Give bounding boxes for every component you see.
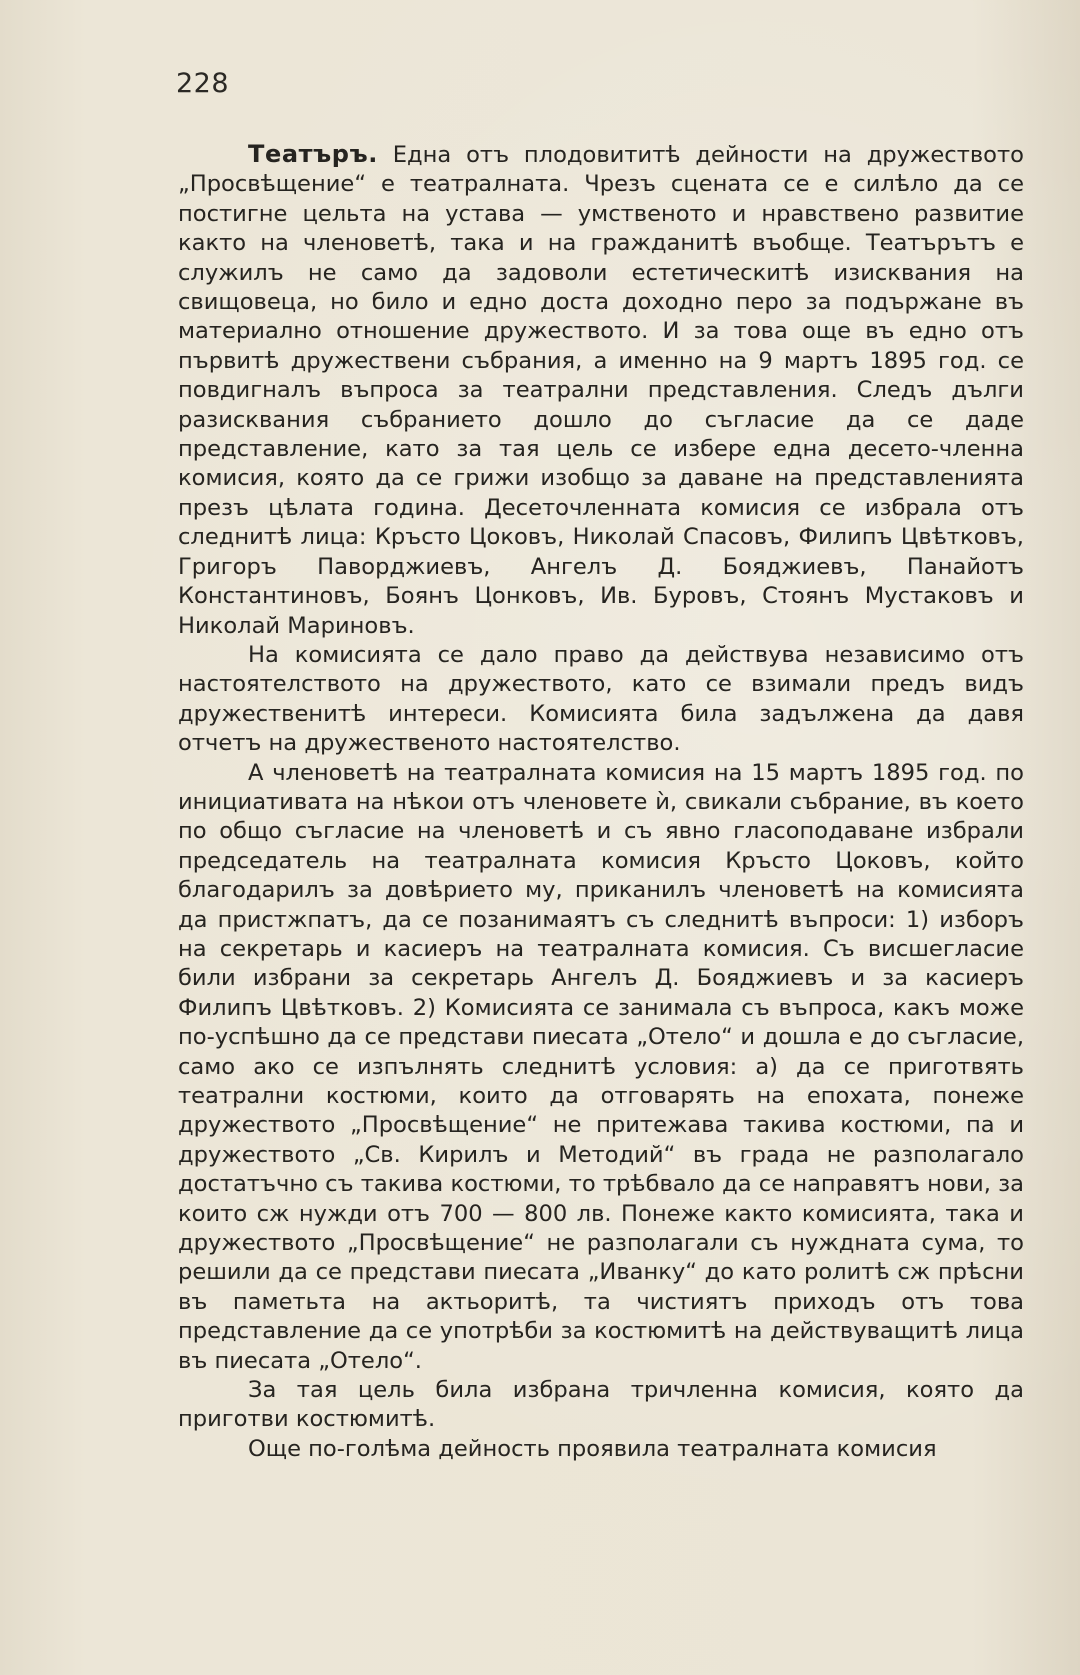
paragraph-1 [178,140,1024,641]
paragraph-2: На комисията се дало право да действува независимо отъ настоятелството на дружеството, като се взимали предъ видъ дружественитѣ интереси. Комисията била задължена да давя отчетъ на дружественото настоятелство. [178,641,1024,757]
section-heading: Театъръ. [248,140,378,168]
paragraph-4: За тая цель била избрана тричленна комисия, която да приготви костюмитѣ. [178,1377,1024,1433]
paragraph-3: А членоветѣ на театралната комисия на 15 мартъ 1895 год. по инициативата на нѣкои отъ членовете ѝ, свикали събрание, въ което по общо съгласие на членоветѣ и съ явно гласоподаване избрали председатель на театралната комисия Кръсто Цоковъ, който благодарилъ за довѣрието му, приканилъ членоветѣ на комисията да пристжпатъ, да се позанимаятъ съ следнитѣ въпроси: 1) изборъ на секретарь и касиеръ на театралната комисия. Съ висшегласие били избрани за секретарь Ангелъ Д. Бояджиевъ и за касиеръ Филипъ Цвѣтковъ. 2) Комисията се занимала съ въпроса, какъ може по-успѣшно да се представи пиесата „Отело“ и дошла е до съгласие, само ако се изпълнять следнитѣ условия: а) да се приготвять театрални костюми, които да отговарять на епохата, понеже дружеството „Просвѣщение“ не притежава такива костюми, па и дружеството „Св. Кирилъ и Методий“ въ града не разполагало достатъчно съ такива костюми, то трѣбвало да се направятъ нови, за които сж нужди отъ 700 — 800 лв. Понеже както комисията, така и дружеството „Просвѣщение“ не разполагали съ нуждната сума, то решили да се представи пиесата „Иванку“ до като ролитѣ сж прѣсни въ паметьта на актьоритѣ, та чистиятъ приходъ отъ това представление да се употрѣби за костюмитѣ на действуващитѣ лица въ пиесата „Отело“. [178,759,1024,1374]
article-body [178,140,1024,1464]
paragraph-5: Още по-голѣма дейность проявила театралната комисия [248,1435,937,1462]
paragraph-1-text: Една отъ плодовититѣ дейности на дружеството „Просвѣщение“ е театралната. Чрезъ сцената се е силѣло да се постигне цельта на устава — умственото и нравствено развитие както на членоветѣ, така и на гражданитѣ въобще. Театърътъ е служилъ не само да задоволи естетическитѣ изисквания на свищовеца, но било и едно доста доходно перо за подържане въ материално отношение дружеството. И за това още въ едно отъ първитѣ дружествени събрания, а именно на 9 мартъ 1895 год. се повдигналъ въпроса за театрални представления. Следъ дълги разисквания събранието дошло до съгласие да се даде представление, като за тая цель се избере една десето-членна комисия, която да се грижи изобщо за даване на представленията презъ цѣлата година. Десеточленната комисия се избрала отъ следнитѣ лица: Кръсто Цоковъ, Николай Спасовъ, Филипъ Цвѣтковъ, Григоръ Паворджиевъ, Ангелъ Д. Бояджиевъ, Панайотъ Константиновъ, Боянъ Цонковъ, Ив. Буровъ, Стоянъ Мустаковъ и Николай Мариновъ. [178,142,1024,639]
page-number: 228 [176,68,230,99]
